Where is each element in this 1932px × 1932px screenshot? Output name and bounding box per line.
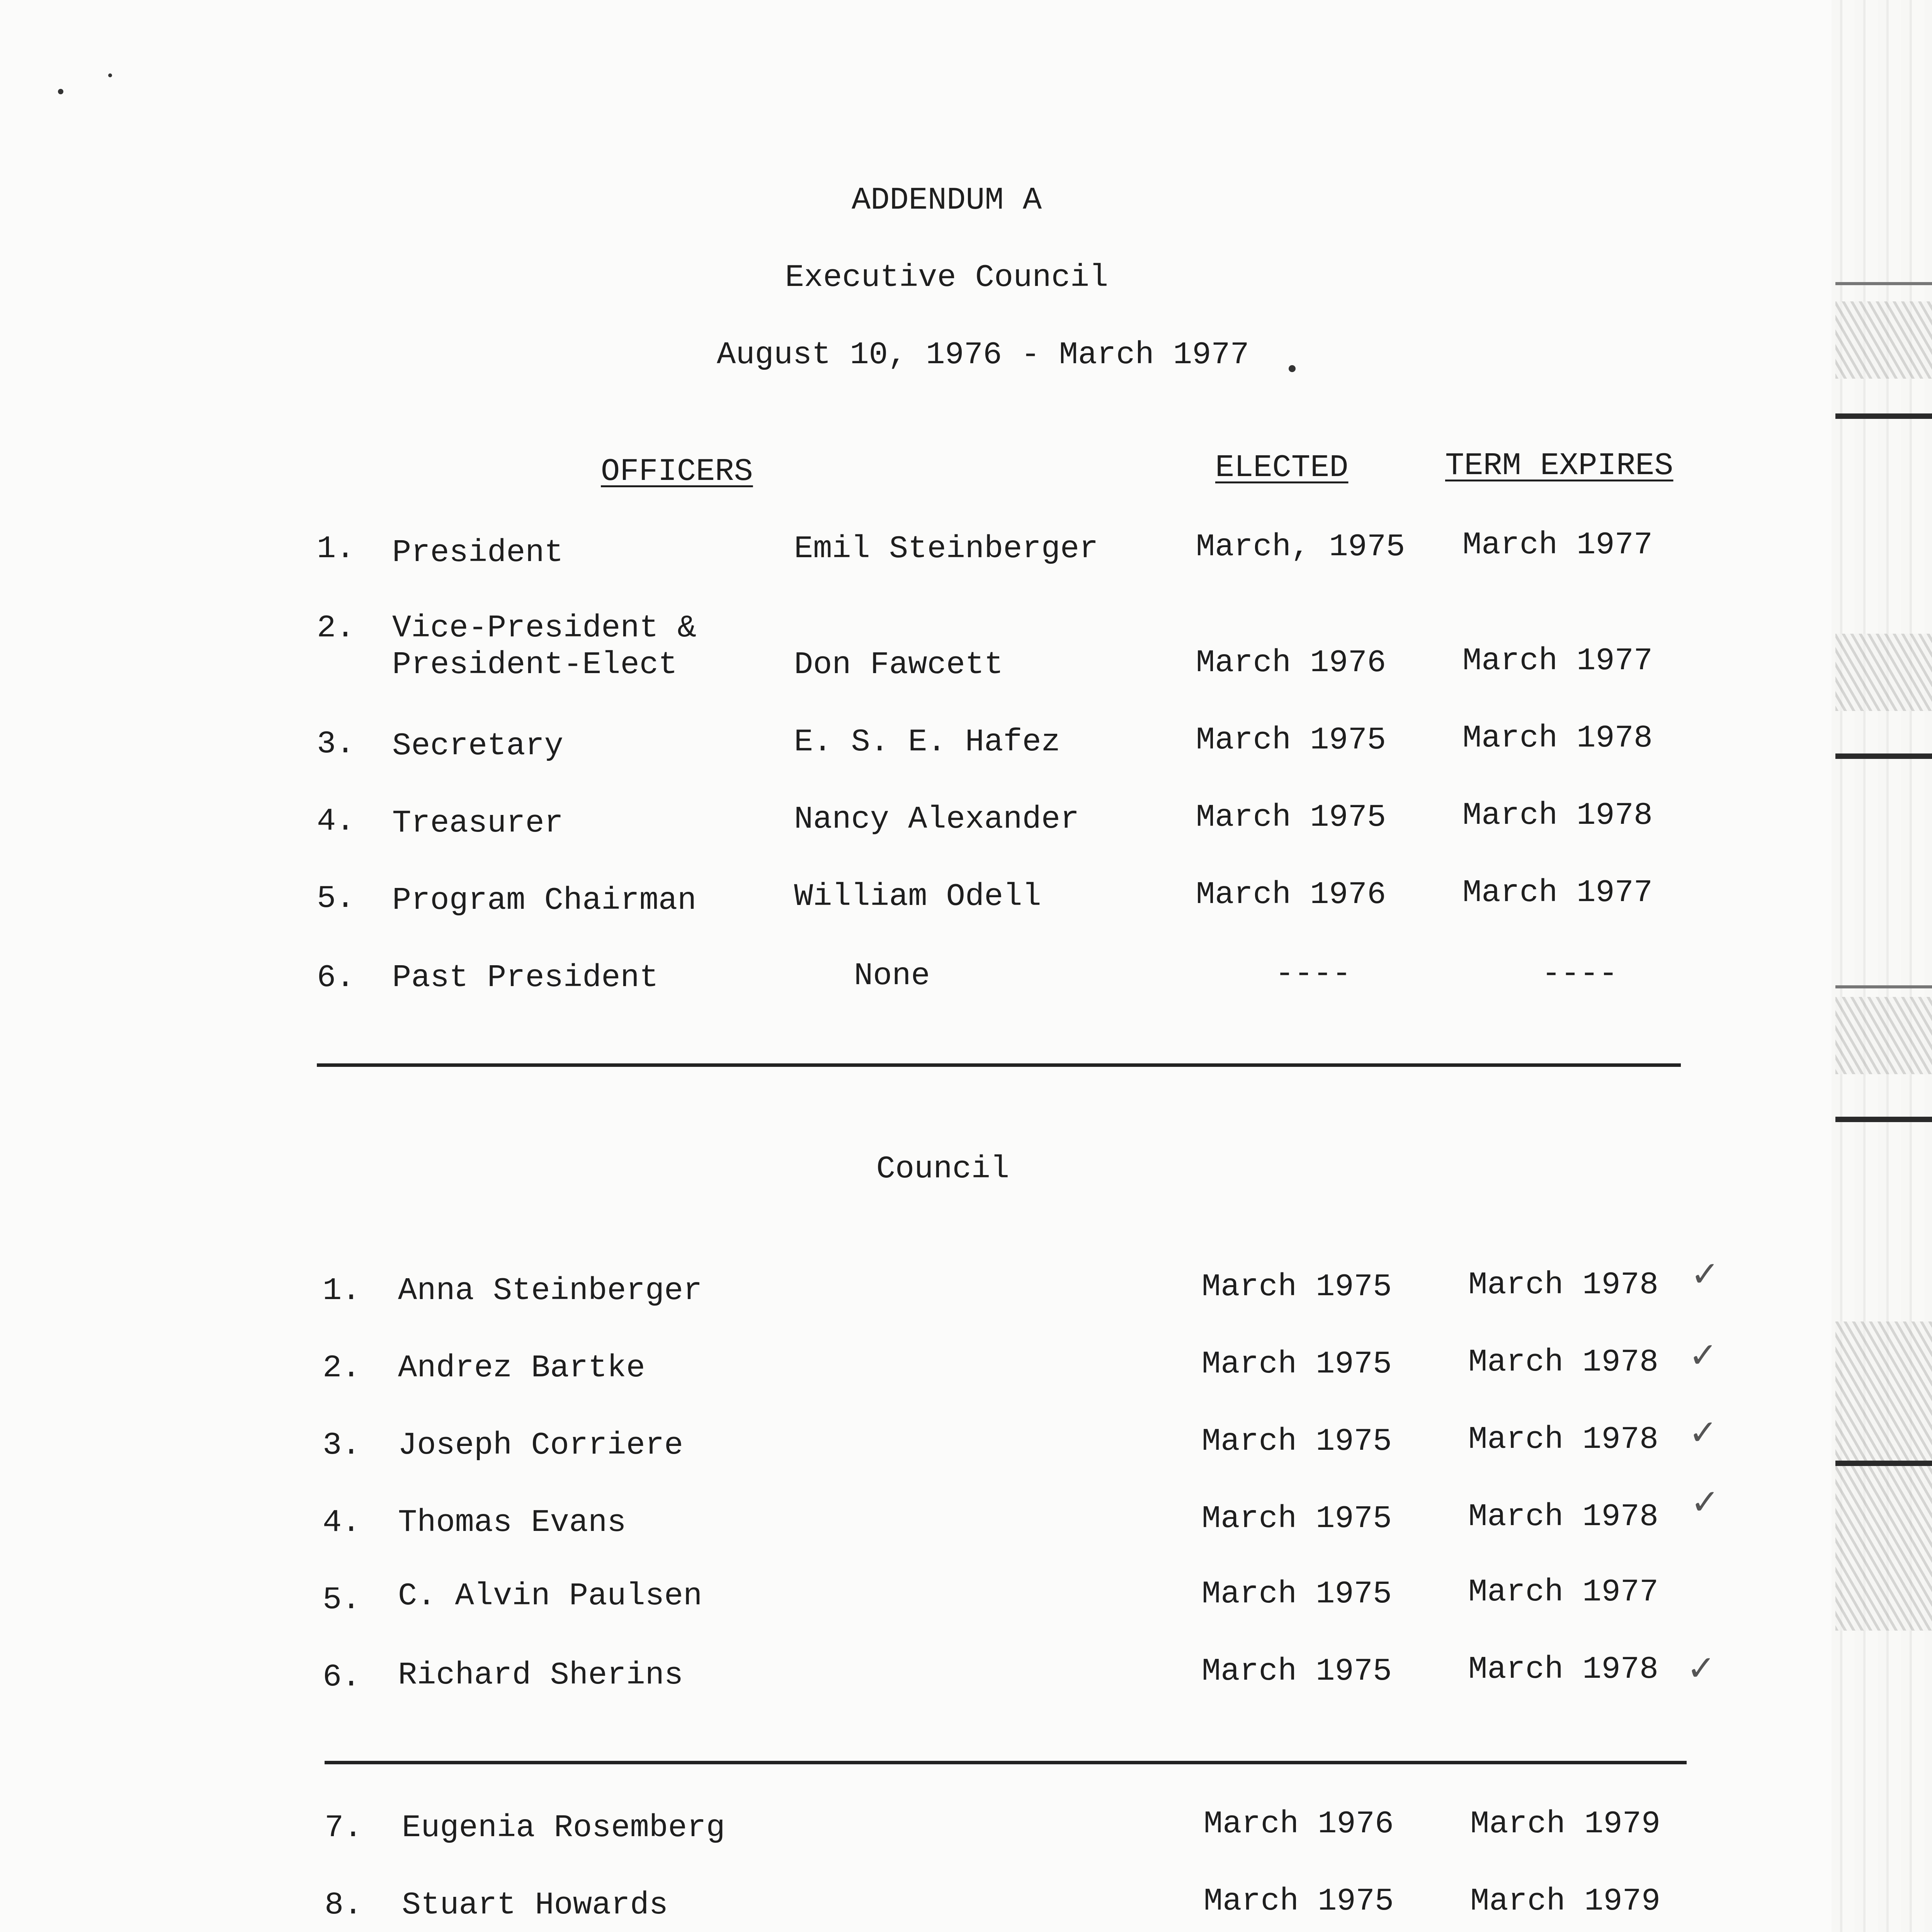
council-elected: March 1975 bbox=[1202, 1653, 1392, 1689]
officer-number: 5. bbox=[317, 881, 355, 917]
officer-name: Don Fawcett bbox=[794, 647, 1003, 683]
council-member-name: Joseph Corriere bbox=[398, 1427, 684, 1463]
header-term-expires: TERM EXPIRES bbox=[1445, 448, 1673, 484]
scan-edge-mark bbox=[1835, 1117, 1932, 1122]
officer-title-line-2: President-Elect bbox=[392, 647, 678, 683]
scan-edge-right bbox=[1832, 0, 1932, 1932]
officer-elected: March 1976 bbox=[1196, 877, 1386, 913]
officer-name: None bbox=[854, 958, 930, 994]
officer-title: Treasurer bbox=[392, 805, 563, 841]
council-elected: March 1975 bbox=[1202, 1269, 1392, 1305]
officer-number: 3. bbox=[317, 726, 355, 762]
council-elected: March 1975 bbox=[1202, 1423, 1392, 1459]
council-member-name: Stuart Howards bbox=[402, 1887, 668, 1923]
council-member-name: Anna Steinberger bbox=[398, 1273, 702, 1309]
council-number: 6. bbox=[323, 1659, 361, 1695]
officer-title: Vice-President & bbox=[392, 610, 697, 646]
council-divider bbox=[325, 1761, 1687, 1764]
check-mark-icon: ✓ bbox=[1690, 1254, 1720, 1294]
officer-title: Past President bbox=[392, 960, 658, 996]
council-elected: March 1975 bbox=[1202, 1346, 1392, 1382]
officer-name: E. S. E. Hafez bbox=[794, 724, 1060, 760]
document-title: ADDENDUM A bbox=[851, 182, 1042, 218]
officer-elected: March 1976 bbox=[1196, 645, 1386, 681]
council-elected: March 1975 bbox=[1202, 1576, 1392, 1612]
officer-number: 6. bbox=[317, 960, 355, 996]
council-term-expires: March 1977 bbox=[1468, 1574, 1659, 1610]
officer-elected: March 1975 bbox=[1196, 799, 1386, 835]
officer-title: Secretary bbox=[392, 728, 563, 764]
council-term-expires: March 1978 bbox=[1468, 1499, 1659, 1535]
officer-term-expires: March 1978 bbox=[1463, 720, 1653, 756]
check-mark-icon: ✓ bbox=[1687, 1648, 1716, 1689]
check-mark-icon: ✓ bbox=[1690, 1482, 1720, 1522]
check-mark-icon: ✓ bbox=[1689, 1335, 1718, 1376]
council-member-name: Thomas Evans bbox=[398, 1505, 626, 1541]
council-number: 3. bbox=[323, 1427, 361, 1463]
officer-term-expires: March 1977 bbox=[1463, 875, 1653, 911]
officer-title: Program Chairman bbox=[392, 883, 697, 918]
scan-speck bbox=[58, 89, 63, 94]
scan-noise-right bbox=[1835, 301, 1932, 379]
officer-name: Emil Steinberger bbox=[794, 531, 1099, 567]
council-term-expires: March 1978 bbox=[1468, 1422, 1659, 1458]
period-dot bbox=[1289, 365, 1296, 372]
document-subtitle: Executive Council bbox=[785, 260, 1109, 296]
officer-elected: March, 1975 bbox=[1196, 529, 1405, 565]
header-elected: ELECTED bbox=[1215, 450, 1349, 486]
council-elected: March 1976 bbox=[1204, 1806, 1394, 1842]
header-officers: OFFICERS bbox=[601, 454, 753, 490]
scan-noise-right bbox=[1835, 1321, 1932, 1631]
scan-edge-mark bbox=[1835, 1461, 1932, 1466]
officer-elected: ---- bbox=[1275, 956, 1351, 992]
council-number: 7. bbox=[325, 1810, 363, 1846]
council-number: 2. bbox=[323, 1350, 361, 1386]
scan-noise-right bbox=[1835, 634, 1932, 711]
officer-elected: March 1975 bbox=[1196, 722, 1386, 758]
check-mark-icon: ✓ bbox=[1689, 1412, 1718, 1453]
scan-noise-right bbox=[1835, 997, 1932, 1074]
council-number: 4. bbox=[323, 1505, 361, 1541]
officer-number: 4. bbox=[317, 803, 355, 839]
council-elected: March 1975 bbox=[1204, 1883, 1394, 1919]
council-member-name: Andrez Bartke bbox=[398, 1350, 645, 1386]
officer-term-expires: March 1977 bbox=[1463, 527, 1653, 563]
council-number: 5. bbox=[323, 1582, 361, 1618]
council-member-name: Richard Sherins bbox=[398, 1657, 684, 1693]
council-term-expires: March 1978 bbox=[1468, 1651, 1659, 1687]
officer-number: 2. bbox=[317, 610, 355, 646]
council-term-expires: March 1979 bbox=[1470, 1806, 1661, 1842]
council-number: 8. bbox=[325, 1887, 363, 1923]
council-term-expires: March 1978 bbox=[1468, 1267, 1659, 1303]
scan-edge-mark bbox=[1835, 753, 1932, 759]
officer-name: Nancy Alexander bbox=[794, 801, 1080, 837]
officer-term-expires: March 1977 bbox=[1463, 643, 1653, 679]
section-divider bbox=[317, 1063, 1681, 1067]
council-number: 1. bbox=[323, 1273, 361, 1309]
officer-number: 1. bbox=[317, 531, 355, 567]
council-term-expires: March 1978 bbox=[1468, 1344, 1659, 1380]
officer-title: President bbox=[392, 535, 563, 571]
council-term-expires: March 1979 bbox=[1470, 1883, 1661, 1919]
council-heading: Council bbox=[876, 1151, 1010, 1187]
scan-edge-mark bbox=[1835, 282, 1932, 285]
scan-edge-mark bbox=[1835, 985, 1932, 988]
officer-term-expires: March 1978 bbox=[1463, 798, 1653, 833]
scan-edge-mark bbox=[1835, 413, 1932, 419]
document-period: August 10, 1976 - March 1977 bbox=[717, 337, 1249, 373]
scan-speck bbox=[108, 73, 112, 77]
officer-term-expires: ---- bbox=[1542, 956, 1618, 992]
council-member-name: Eugenia Rosemberg bbox=[402, 1810, 725, 1846]
council-elected: March 1975 bbox=[1202, 1501, 1392, 1537]
council-member-name: C. Alvin Paulsen bbox=[398, 1578, 702, 1614]
officer-name: William Odell bbox=[794, 879, 1041, 915]
